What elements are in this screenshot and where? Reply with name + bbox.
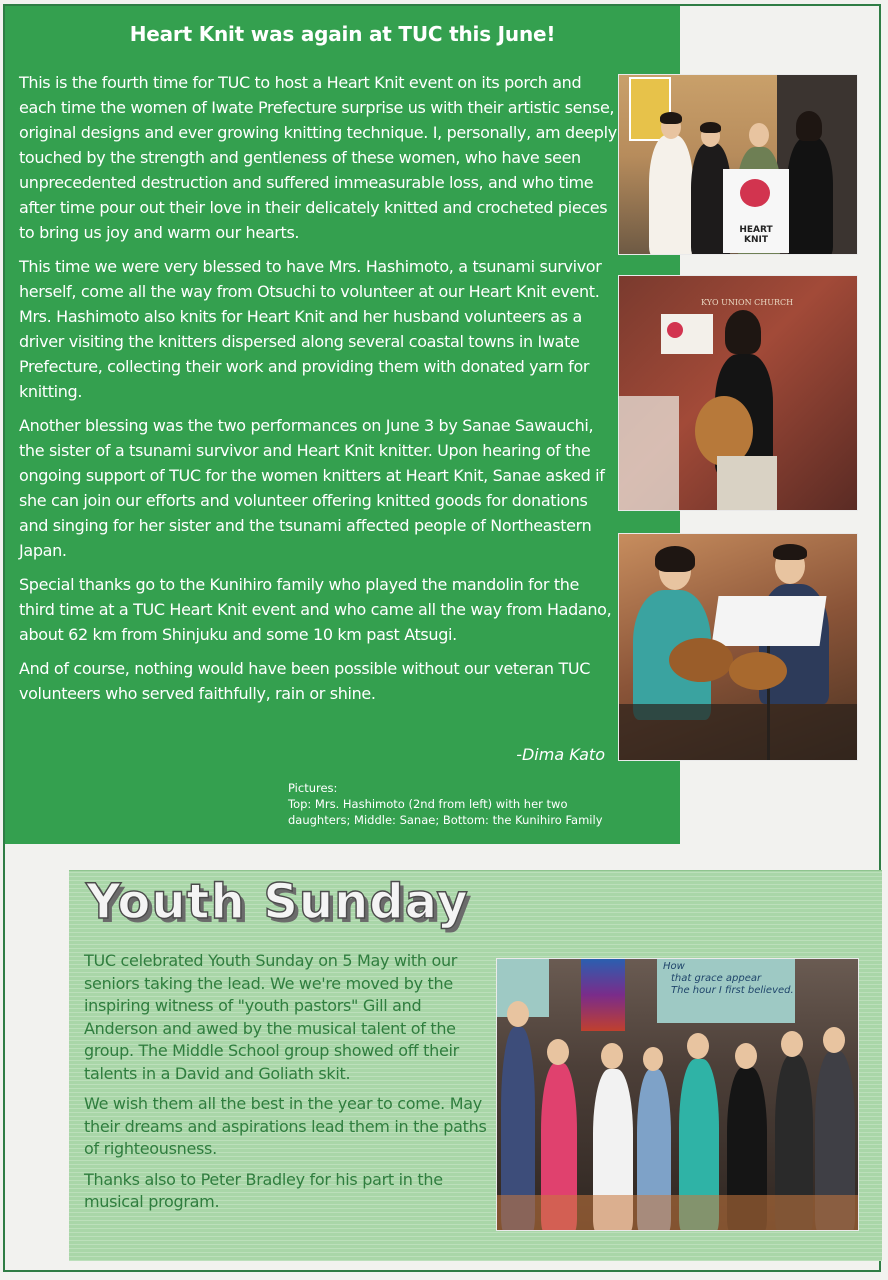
choir-head (823, 1027, 845, 1053)
stage-floor (497, 1195, 859, 1231)
article-signature: -Dima Kato (516, 745, 605, 764)
sheet-music (711, 596, 826, 646)
youth-paragraph: We wish them all the best in the year to come. May their dreams and aspirations lead them in the paths of righteousness. (84, 1094, 487, 1158)
person (649, 135, 693, 255)
choir-head (507, 1001, 529, 1027)
article-paragraph: This is the fourth time for TUC to host a Heart Knit event on its porch and each time the women of Iwate Prefecture surprise us with their artistic sense, original designs and ever growing knitting technique. I, personally, am deeply touched by the strength and gentleness of these women, who have seen unprecedented destruction and suffered immeasurable loss, and who time after time pour out their love in their delicately knitted and crocheted pieces to bring us joy and warm our hearts. (19, 73, 617, 242)
youth-paragraph: Thanks also to Peter Bradley for his part in the musical program. (84, 1169, 443, 1211)
choir-head (687, 1033, 709, 1059)
article-paragraph: Special thanks go to the Kunihiro family who played the mandolin for the third time at a TUC Heart Knit event and who came all the way from Hadano, about 62 km from Shinjuku and some 10 km past Atsugi. (19, 575, 612, 644)
youth-sunday-article (84, 950, 488, 1222)
choir-head (547, 1039, 569, 1065)
screen-line: How (663, 961, 685, 972)
mandolin (729, 652, 787, 690)
article-paragraph: Another blessing was the two performances on June 3 by Sanae Sawauchi, the sister of a tsunami survivor and Heart Knit knitter. Upon hearing of the ongoing support of TUC for the women knitters at Heart Knit, Sanae asked if she can join our efforts and volunteer offering knitted goods for donations and singing for her sister and the tsunami affected people of Northeastern Japan. (19, 416, 605, 560)
heart-sign-line: KNIT (744, 235, 768, 245)
person-head (749, 123, 769, 147)
church-sign: KYO UNION CHURCH (701, 298, 794, 307)
caption-line: Top: Mrs. Hashimoto (2nd from left) with her two (288, 797, 568, 811)
heart-knit-sign (723, 169, 789, 253)
display-table (619, 396, 679, 511)
picture-captions (288, 780, 648, 828)
youth-sunday-title: Youth Sunday (86, 874, 469, 930)
photo-sanae (618, 275, 858, 511)
caption-line: Pictures: (288, 781, 338, 795)
photo-hashimoto-family (618, 74, 858, 255)
player-hair (655, 546, 695, 572)
singer-hair (725, 310, 761, 354)
heart-icon (740, 179, 770, 207)
heart-knit-banner (661, 314, 713, 354)
article-paragraph: This time we were very blessed to have Mrs. Hashimoto, a tsunami survivor herself, come all the way from Otsuchi to volunteer at our Heart Knit event. Mrs. Hashimoto also knits for Heart Knit and her husband volunteers as a driver visiting the knitters dispersed along several coastal towns in Iwate Prefecture, collecting their work and providing them with donated yarn for knitting. (19, 257, 602, 401)
heart-icon (667, 322, 683, 338)
photo-kunihiro-family (618, 533, 858, 761)
screen-line: that grace appear (671, 973, 762, 984)
person (787, 137, 833, 255)
projection-screen (657, 959, 795, 1023)
heart-sign-line: HEART (739, 225, 773, 235)
floor (619, 704, 858, 761)
choir-head (601, 1043, 623, 1069)
player-hair (773, 544, 807, 560)
patterned-skirt (717, 456, 777, 511)
heart-knit-article (19, 70, 619, 715)
heart-knit-title: Heart Knit was again at TUC this June! (129, 22, 556, 46)
screen-line: The hour I first believed. (671, 985, 794, 996)
stained-glass-window (581, 959, 625, 1031)
person-hair (796, 111, 822, 141)
mandolin (669, 638, 733, 682)
photo-youth-choir (496, 958, 859, 1231)
youth-paragraph: TUC celebrated Youth Sunday on 5 May with our seniors taking the lead. We we're moved by the inspiring witness of "youth pastors" Gill and Anderson and awed by the musical talent of the group. The Middle School group showed off their talents in a David and Goliath skit. (84, 951, 459, 1083)
choir-head (781, 1031, 803, 1057)
choir-head (643, 1047, 663, 1071)
caption-line: daughters; Middle: Sanae; Bottom: the Kunihiro Family (288, 813, 603, 827)
person-hair (700, 122, 721, 133)
person-hair (660, 112, 682, 124)
article-paragraph: And of course, nothing would have been possible without our veteran TUC volunteers who served faithfully, rain or shine. (19, 659, 591, 703)
choir-head (735, 1043, 757, 1069)
